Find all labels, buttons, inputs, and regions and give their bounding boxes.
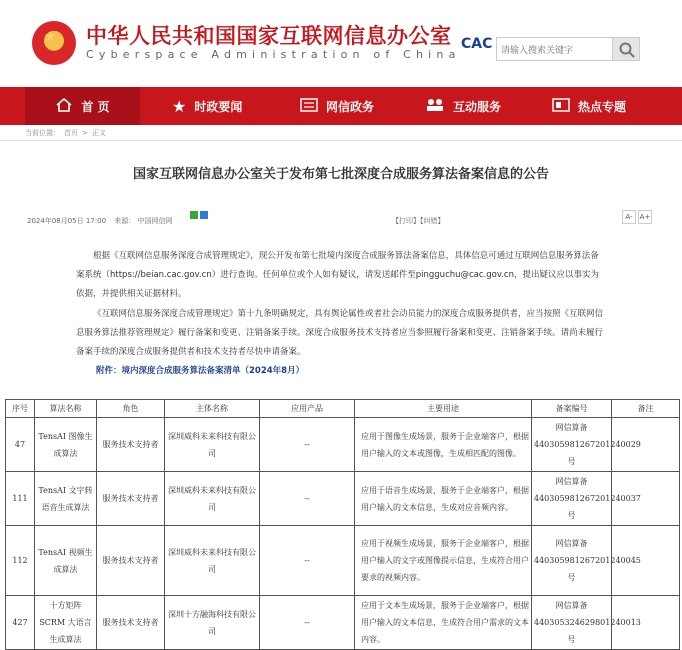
table-cell: 深圳威科未来科技有限公司 xyxy=(165,472,260,526)
table-cell: 112 xyxy=(6,526,35,596)
table-cell: 网信算备440305981267201240029 号 xyxy=(532,418,612,472)
appendix-title: 附件：境内深度合成服务算法备案清单（2024年8月） xyxy=(96,366,305,376)
column-header: 算法名称 xyxy=(35,400,97,418)
share-wechat-icon[interactable] xyxy=(190,211,198,219)
table-cell: 深圳威科未来科技有限公司 xyxy=(165,418,260,472)
nav-item-politics[interactable] xyxy=(172,87,242,125)
table-cell: -- xyxy=(260,472,355,526)
table-cell: 应用于文本生成场景，服务于企业端客户，根据用户输入的文本信息，生成符合用户需求的文本内容。 xyxy=(355,596,532,650)
national-emblem-icon: ★ xyxy=(32,21,76,65)
article-meta xyxy=(27,216,179,226)
nav-item-affairs[interactable] xyxy=(300,87,374,125)
table-cell: TensAI 图像生成算法 xyxy=(35,418,97,472)
folder-icon xyxy=(552,98,570,115)
share-weibo-icon[interactable] xyxy=(200,211,208,219)
column-header: 序号 xyxy=(6,400,35,418)
column-header: 主要用途 xyxy=(355,400,532,418)
table-cell: 服务技术支持者 xyxy=(97,526,165,596)
table-cell: 十方矩阵SCRM 大语言生成算法 xyxy=(35,596,97,650)
news-icon xyxy=(300,98,318,115)
table-row xyxy=(6,596,680,650)
table-row xyxy=(6,472,680,526)
font-size-controls xyxy=(620,204,652,224)
column-header: 角色 xyxy=(97,400,165,418)
column-header: 备注 xyxy=(612,400,680,418)
cac-logo: CAC xyxy=(461,36,493,52)
column-header: 主体名称 xyxy=(165,400,260,418)
table-cell: -- xyxy=(260,418,355,472)
table-cell: 应用于视频生成场景，服务于企业端客户，根据用户输入的文字或图像提示信息，生成符合用户要求的视频内容。 xyxy=(355,526,532,596)
table-cell: 网信算备440305981267201240037 号 xyxy=(532,472,612,526)
table-cell: TensAI 视频生成算法 xyxy=(35,526,97,596)
search-box xyxy=(496,37,614,61)
column-header: 备案编号 xyxy=(532,400,612,418)
main-nav xyxy=(0,87,682,125)
breadcrumb-home-link[interactable]: 首页 xyxy=(64,129,78,137)
table-cell: 427 xyxy=(6,596,35,650)
nav-item-label: 热点专题 xyxy=(578,99,627,114)
table-cell: 网信算备440305981267201240045 号 xyxy=(532,526,612,596)
site-header xyxy=(0,0,682,86)
table-cell: TensAI 文字转语音生成算法 xyxy=(35,472,97,526)
breadcrumb xyxy=(25,128,110,138)
star-icon: ★ xyxy=(172,96,187,116)
nav-item-label: 网信政务 xyxy=(326,99,375,114)
table-cell: 服务技术支持者 xyxy=(97,472,165,526)
table-cell: -- xyxy=(260,526,355,596)
article-paragraph-2 xyxy=(76,305,606,362)
paragraph-text: 《互联网信息服务深度合成管理规定》第十九条明确规定，具有舆论属性或者社会动员能力的深度合成服务提供者，应当按照《互联网信息服务算法推荐管理规定》履行备案和变更、注销备案手续。深度合成服务技术支持者应当参照履行备案和变更、注销备案手续。请尚未履行备案手续的深度合成服务提供者和技术支持者尽快申请备案。 xyxy=(76,309,604,357)
table-cell: 网信算备440305324629801240013 号 xyxy=(532,596,612,650)
article-source: 来源： 中国网信网 xyxy=(114,217,173,225)
divider xyxy=(0,140,682,141)
site-subtitle: Cyberspace Administration of China xyxy=(86,48,461,61)
table-row xyxy=(6,526,680,596)
nav-item-label: 互动服务 xyxy=(453,99,502,114)
filing-table xyxy=(5,399,680,650)
table-cell: 111 xyxy=(6,472,35,526)
article-title: 国家互联网信息办公室关于发布第七批深度合成服务算法备案信息的公告 xyxy=(132,167,549,182)
table-cell: 应用于图像生成场景，服务于企业端客户，根据用户输入的文本或图像，生成相匹配的图像。 xyxy=(355,418,532,472)
table-cell: -- xyxy=(260,596,355,650)
font-increase-button[interactable]: A+ xyxy=(638,210,652,224)
table-cell: 深圳威科未来科技有限公司 xyxy=(165,526,260,596)
paragraph-text: 根据《互联网信息服务深度合成管理规定》，现公开发布第七批境内深度合成服务算法备案信息，具体信息可通过互联网信息服务算法备案系统（https://beian.cac.gov.cn）进行查询。任何单位或个人如有疑议，请发送邮件至pingguchu@cac.gov.cn，提出疑议应以事实为依据，并提供相关证据材料。 xyxy=(76,251,599,299)
article-paragraph-1 xyxy=(76,247,606,304)
search-button[interactable] xyxy=(612,37,640,61)
nav-item-interaction[interactable] xyxy=(425,87,501,125)
nav-item-label: 首 页 xyxy=(81,99,110,114)
table-cell: 应用于语音生成场景，服务于企业端客户，根据用户输入的文本信息，生成对应音频内容。 xyxy=(355,472,532,526)
people-icon xyxy=(425,98,445,115)
breadcrumb-separator: > xyxy=(82,129,88,137)
breadcrumb-label: 当前位置： xyxy=(25,129,60,137)
print-correct-links[interactable]: 【打印】【纠错】 xyxy=(392,217,445,225)
column-header: 应用产品 xyxy=(260,400,355,418)
search-input[interactable] xyxy=(497,41,615,61)
site-title: 中华人民共和国国家互联网信息办公室 xyxy=(86,23,452,48)
breadcrumb-current: 正文 xyxy=(91,129,106,137)
search-icon xyxy=(619,42,635,58)
table-row xyxy=(6,418,680,472)
table-cell: 服务技术支持者 xyxy=(97,596,165,650)
article-date: 2024年08月05日 17:00 xyxy=(27,217,107,225)
table-cell: 深圳十方融海科技有限公司 xyxy=(165,596,260,650)
nav-item-label: 时政要闻 xyxy=(194,99,243,114)
home-icon xyxy=(55,97,73,116)
table-header-row xyxy=(6,400,680,418)
nav-item-topics[interactable] xyxy=(552,87,626,125)
share-bar xyxy=(190,204,210,223)
nav-item-home[interactable] xyxy=(25,87,140,125)
font-decrease-button[interactable]: A- xyxy=(622,210,636,224)
table-cell: 47 xyxy=(6,418,35,472)
table-cell: 服务技术支持者 xyxy=(97,418,165,472)
